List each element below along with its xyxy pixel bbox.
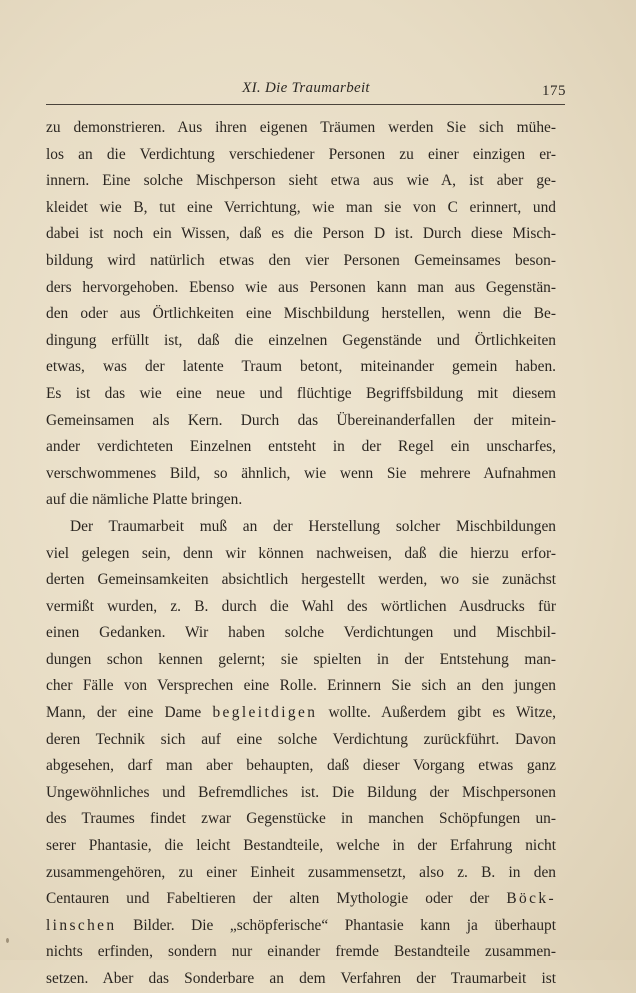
text-line: viel gelegen sein, denn wir können nachweisen, daß die hierzu erfor- [46,544,556,562]
text-line: deren Technik sich auf eine solche Verdichtung zurückführt. Davon [46,730,556,748]
text-line: Gemeinsamen als Kern. Durch das Übereinanderfallen der mitein- [46,411,556,429]
text-line: verschwommenes Bild, so ähnlich, wie wenn Sie mehrere Aufnahmen [46,464,556,482]
text-line: des Traumes findet zwar Gegenstücke in manchen Schöpfungen un- [46,810,556,828]
text-line: auf die nämliche Platte bringen. [46,491,243,509]
running-head [46,80,566,104]
text-line: vermißt wurden, z. B. durch die Wahl des wörtlichen Ausdrucks für [46,597,556,615]
text-line [46,700,556,727]
text-line: ders hervorgehoben. Ebenso wie aus Personen kann man aus Gegenstän- [46,278,556,296]
text-line [46,913,556,940]
text-line: abgesehen, darf man aber behaupten, daß dieser Vorgang etwas ganz [46,757,556,775]
header-rule [46,104,565,105]
text-line: dungen schon kennen gelernt; sie spielten in der Entstehung man- [46,650,556,668]
emphasized-word: Böck- [506,890,556,908]
text-line: etwas, was der latente Traum betont, miteinander gemein haben. [46,358,556,376]
text-line: einen Gedanken. Wir haben solche Verdichtungen und Mischbil- [46,624,556,642]
text-segment: Centauren und Fabeltieren der alten Mythologie oder der [46,890,490,908]
emphasized-word: begleitdigen [212,704,318,722]
text-line: innern. Eine solche Mischperson sieht etwa aus wie A, ist aber ge- [46,172,556,190]
body-text [46,115,556,993]
text-line: zusammengehören, zu einer Einheit zusammensetzt, also z. B. in den [46,863,556,881]
text-segment: Bilder. Die „schöpferische“ Phantasie kann ja überhaupt [133,916,556,934]
text-line: los an die Verdichtung verschiedener Personen zu einer einzigen er- [46,145,556,163]
text-line: ander verdichteten Einzelnen entsteht in der Regel ein unscharfes, [46,438,556,456]
paper-speck [6,938,9,943]
text-segment: wollte. Außerdem gibt es Witze, [328,704,556,722]
text-line: kleidet wie B, tut eine Verrichtung, wie man sie von C erinnert, und [46,198,556,216]
text-line: setzen. Aber das Sonderbare an dem Verfahren der Traumarbeit ist [46,970,556,987]
text-line: zu demonstrieren. Aus ihren eigenen Träumen werden Sie sich mühe- [46,119,556,136]
text-line: derten Gemeinsamkeiten absichtlich hergestellt werden, wo sie zunächst [46,571,556,589]
emphasized-word: linschen [46,916,117,934]
text-line: dabei ist noch ein Wissen, daß es die Person D ist. Durch diese Misch- [46,225,556,243]
text-line: serer Phantasie, die leicht Bestandteile, welche in der Erfahrung nicht [46,837,556,855]
text-line: den oder aus Örtlichkeiten eine Mischbildung herstellen, wenn die Be- [46,305,556,323]
text-line: cher Fälle von Versprechen eine Rolle. Erinnern Sie sich an den jungen [46,677,556,695]
chapter-title: XI. Die Traumarbeit [242,80,370,96]
text-line: Der Traumarbeit muß an der Herstellung solcher Mischbildungen [70,517,556,535]
text-line: dingung erfüllt ist, daß die einzelnen Gegenstände und Örtlichkeiten [46,331,556,349]
text-line: nichts erfinden, sondern nur einander fremde Bestandteile zusammen- [46,943,556,961]
text-line: bildung wird natürlich etwas den vier Personen Gemeinsames beson- [46,251,556,269]
text-line [46,886,556,913]
text-line: Es ist das wie eine neue und flüchtige Begriffsbildung mit diesem [46,384,556,402]
text-segment: Mann, der eine Dame [46,704,202,722]
page-number: 175 [542,83,566,99]
text-line: Ungewöhnliches und Befremdliches ist. Die Bildung der Mischpersonen [46,783,556,801]
